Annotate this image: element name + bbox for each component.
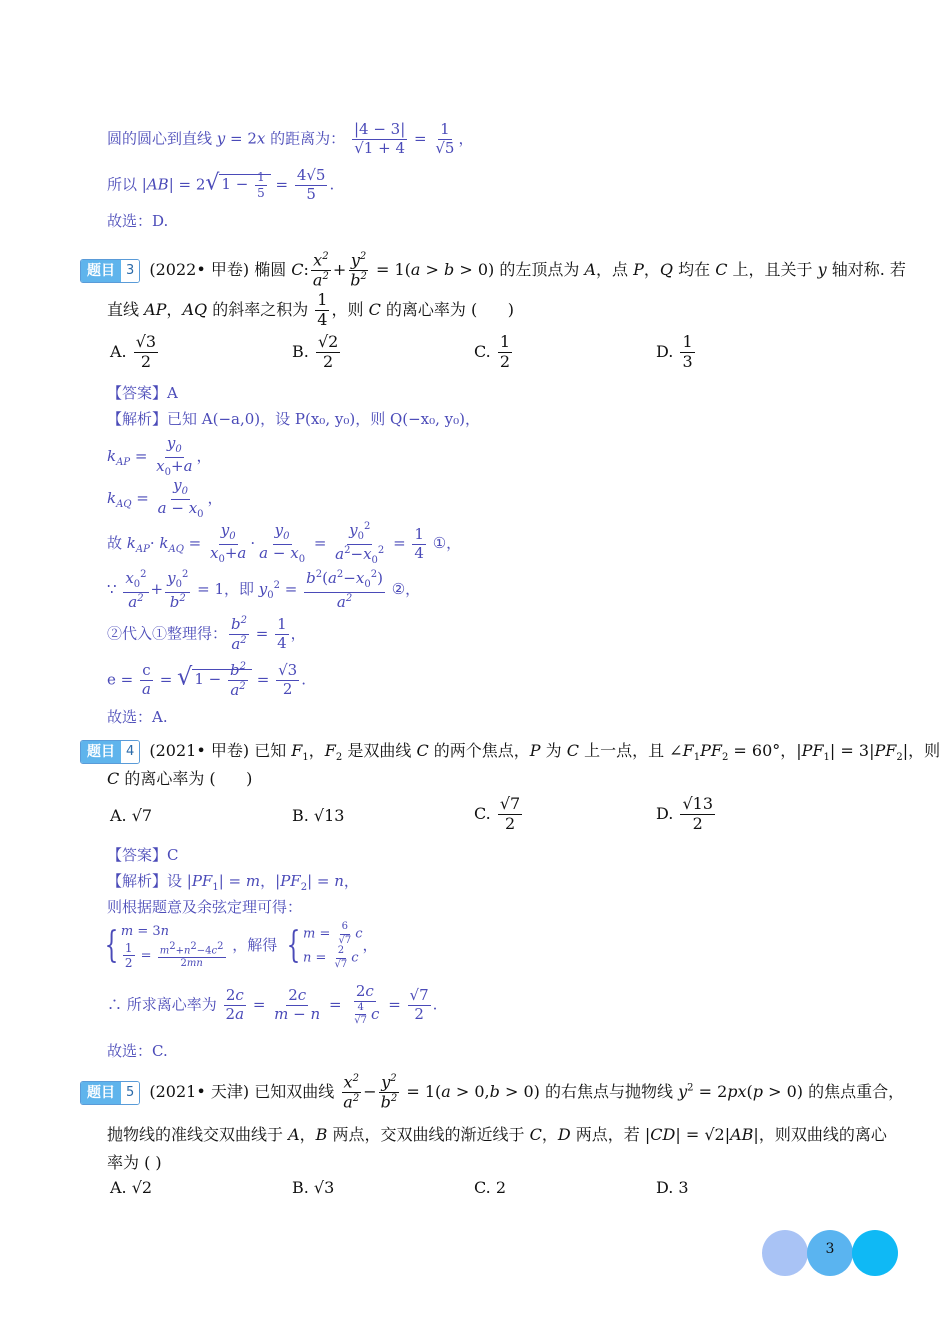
q3-analysis-3: $k_{AQ}$ = $\frac{y_0}{a - x_0}$ ， — [107, 476, 223, 520]
prev-solution-line1: 圆的圆心到直线 y = 2x 的距离为： $\frac{|4 - 3|}{√1 + 4}$ = $\frac{1}{√5}$ ， — [107, 120, 474, 157]
q3-analysis-6: ②代入①整理得： $\frac{b^2}{a^2}$ = $\frac{1}{4}$ ， — [107, 615, 306, 653]
q4-option-b[interactable]: B. √13 — [292, 806, 345, 825]
q5-option-d[interactable]: D. 3 — [656, 1178, 689, 1197]
q3-answer: 【答案】A — [107, 384, 178, 402]
q5-stem-line1: 题目 5 (2021• 天津) 已知双曲线 $\frac{x^2}{a^2}$ − $\frac{y^2}{b^2}$ = 1(a > 0,b > 0) 的右焦点与抛物线 $y^2 = 2px(p > 0)$ 的焦点重合， — [80, 1074, 904, 1111]
page-circle-left — [762, 1230, 808, 1276]
prev-solution-conclusion: 故选：D. — [107, 212, 169, 230]
q5-option-c[interactable]: C. 2 — [474, 1178, 507, 1197]
prev-result-num: 4√5 — [296, 166, 326, 184]
q4-option-c[interactable]: C. $\frac{√7}{2}$ — [474, 794, 521, 833]
q4-answer: 【答案】C — [107, 846, 179, 864]
q4-analysis-4: ∴ 所求离心率为 $\frac{2c}{2a}$ = $\frac{2c}{m - n}$ = 2c $\frac{4}{√7}$ c = $\frac{√7}{2}$ . — [107, 982, 438, 1027]
prev-solution-line2: 所以 |AB| = 2√ 1 − $\frac{1}{5}$ = $\frac{4√5}{5}$ . — [107, 166, 335, 203]
q5-stem-line3: 率为 ( ) — [107, 1153, 162, 1172]
q4-stem-line1: 题目 4 (2021• 甲卷) 已知 $F_1$，$F_2$ 是双曲线 C 的两个焦点，P 为 C 上一点，且 $\angle F_1PF_2 = 60^\circ$，$|PF_1| = 3|PF_2|$，则 — [80, 738, 940, 764]
q5-option-b[interactable]: B. √3 — [292, 1178, 335, 1197]
q3-analysis-1: 【解析】已知 A(−a,0)，设 P(x₀, y₀)，则 Q(−x₀, y₀)， — [107, 410, 481, 428]
prev-frac2-den: √5 — [435, 138, 455, 157]
q4-analysis-1: 【解析】设 $|PF_1| = m$，$|PF_2| = n$， — [107, 872, 359, 893]
q5-option-a[interactable]: A. √2 — [110, 1178, 153, 1197]
prev-frac2-num: 1 — [440, 120, 450, 138]
prev-frac1-num: |4 − 3| — [353, 120, 406, 138]
page-number: 3 — [825, 1241, 835, 1257]
q4-analysis-3: { m = 3n $\frac{1}{2}$ = $\frac{m^2+n^2-4c^2}{2mn}$ ，解得 { m = $\frac{6}{√7}$ c n = $\frac{2}{√7}$ c ， — [104, 921, 378, 971]
q3-analysis-8: 故选：A. — [107, 708, 168, 726]
q3-analysis-2: $k_{AP}$ = $\frac{y_0}{x_0+a}$ ， — [107, 434, 212, 478]
q5-stem-line2: 抛物线的准线交双曲线于 A，B 两点，交双曲线的渐近线于 C，D 两点，若 |CD| = √2|AB|，则双曲线的离心 — [107, 1125, 887, 1144]
q4-option-d[interactable]: D. $\frac{√13}{2}$ — [656, 794, 713, 833]
q4-badge: 题目 4 — [80, 740, 140, 764]
q4-analysis-5: 故选：C. — [107, 1042, 168, 1060]
q4-analysis-2: 则根据题意及余弦定理可得： — [107, 898, 303, 916]
prev-frac1-den: √1 + 4 — [354, 138, 405, 157]
prev-result-den: 5 — [306, 184, 316, 203]
q3-option-d[interactable]: D. $\frac{1}{3}$ — [656, 332, 693, 371]
q3-option-b[interactable]: B. $\frac{√2}{2}$ — [292, 332, 339, 371]
q3-analysis-4: 故 $k_{AP}\cdot k_{AQ}$ = $\frac{y_0}{x_0+a}$ · $\frac{y_0}{a - x_0}$ = $\frac{y_0^2}{a^2-x_0^2}$ = $\frac{1}{4}$ ①， — [107, 521, 462, 566]
q3-option-c[interactable]: C. $\frac{1}{2}$ — [474, 332, 511, 371]
q4-option-a[interactable]: A. √7 — [110, 806, 153, 825]
page-circle-right — [852, 1230, 898, 1276]
q3-analysis-5: ∵ $\frac{x_0^2}{a^2}$ + $\frac{y_0^2}{b^2}$ = 1，即 $y_0^2$ = $\frac{b^2(a^2-x_0^2)}{a^2}$ ②， — [107, 569, 421, 611]
q3-option-a[interactable]: A. $\frac{√3}{2}$ — [110, 332, 157, 371]
q3-stem-line1: 题目 3 (2022• 甲卷) 椭圆 C: $\frac{x^2}{a^2}$ + $\frac{y^2}{b^2}$ = 1(a > b > 0) 的左顶点为 A，点 P，Q 均在 C 上，且关于 y 轴对称. 若 — [80, 252, 906, 289]
q3-stem-line2: 直线 AP，AQ 的斜率之积为 $\frac{1}{4}$ ，则 C 的离心率为 ( ) — [107, 290, 515, 329]
q3-badge: 题目 3 — [80, 259, 140, 283]
q5-badge: 题目 5 — [80, 1081, 140, 1105]
q4-stem-line2: C 的离心率为 ( ) — [107, 769, 253, 788]
q3-analysis-7: e = $\frac{c}{a}$ = √ 1 − $\frac{b^2}{a^2}$ = $\frac{√3}{2}$ . — [107, 661, 306, 699]
